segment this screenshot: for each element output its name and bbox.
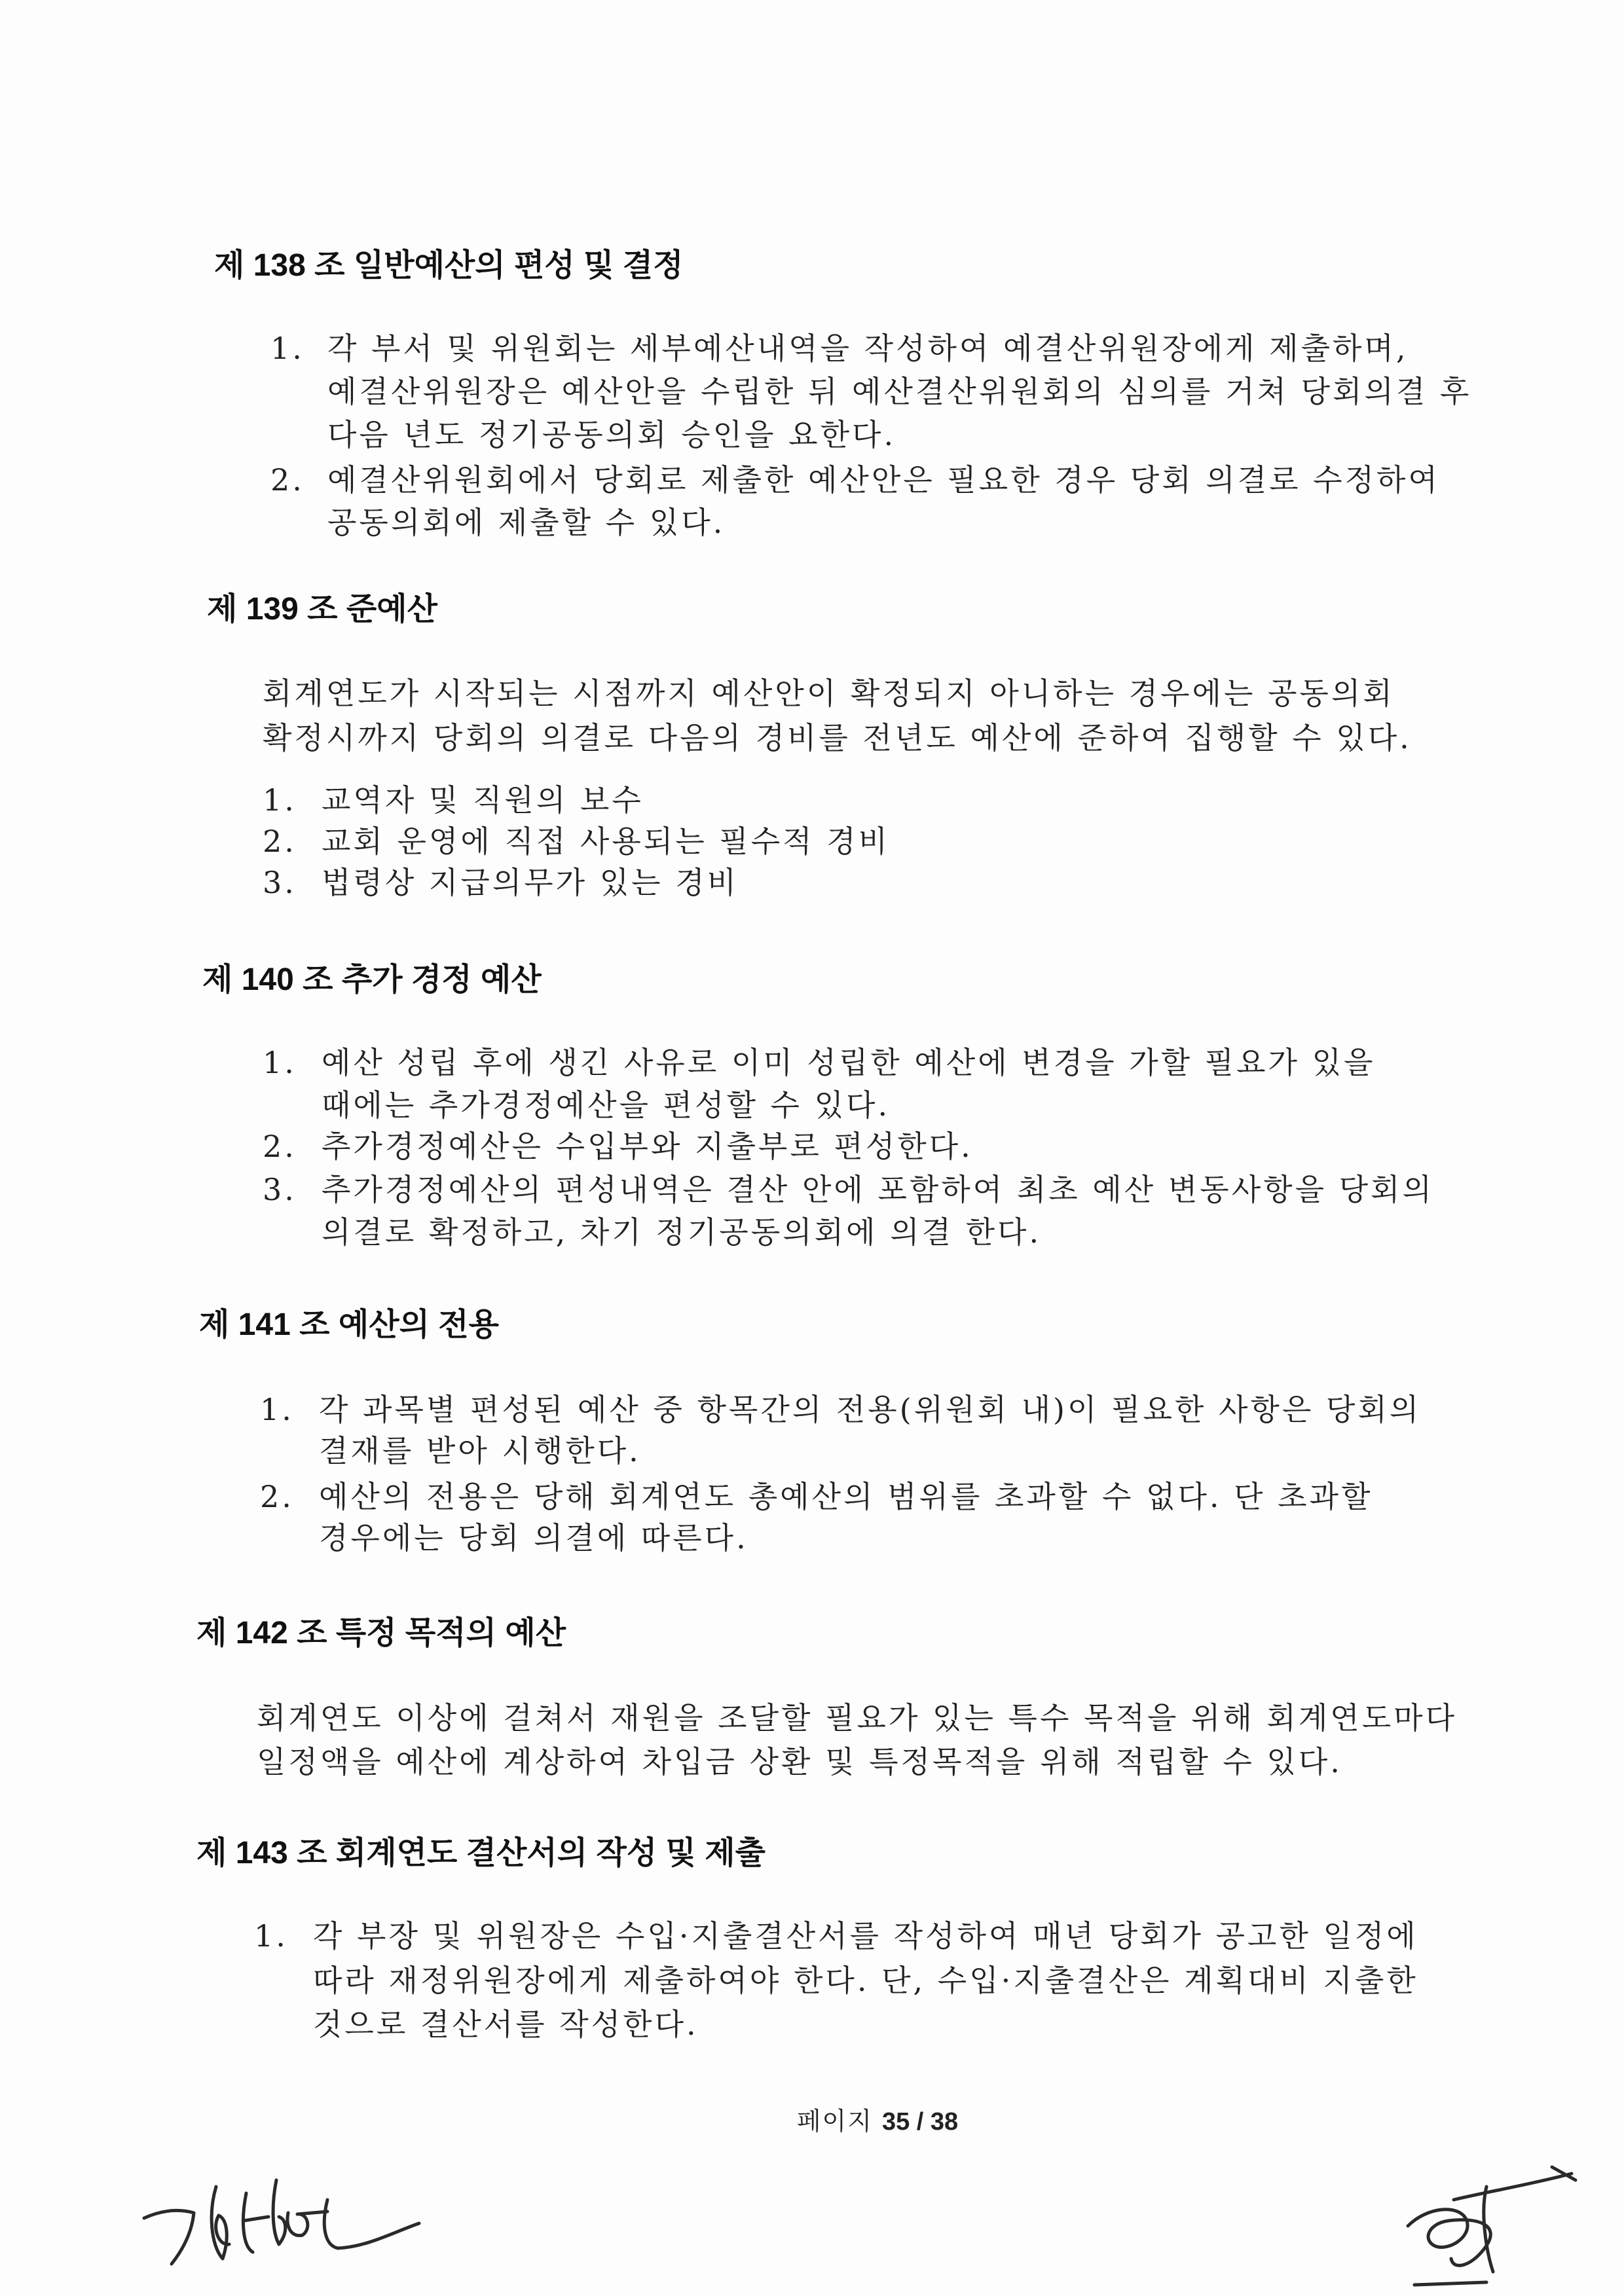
paragraph-line: 일정액을 예산에 계상하여 차입금 상환 및 특정목적을 위해 적립할 수 있다. — [257, 1744, 1342, 1779]
signature-left — [131, 2160, 432, 2272]
page-footer — [740, 2103, 1015, 2145]
list-item-text: 추가경정예산은 수입부와 지출부로 편성한다. — [322, 1129, 973, 1164]
list-item-number: 1. — [254, 1918, 288, 1954]
list-item-text: 경우에는 당회 의결에 따른다. — [319, 1520, 748, 1556]
article-143-heading: 제 143 조 회계연도 결산서의 작성 및 제출 — [196, 1836, 766, 1870]
list-item-text: 교역자 및 직원의 보수 — [322, 782, 644, 818]
page-number: 35 / 38 — [881, 2108, 959, 2136]
list-item-text: 법령상 지급의무가 있는 경비 — [322, 865, 739, 900]
list-item-text: 것으로 결산서를 작성한다. — [313, 2007, 699, 2042]
list-item-text: 공동의회에 제출할 수 있다. — [327, 505, 726, 540]
list-item-text: 예산 성립 후에 생긴 사유로 이미 성립한 예산에 변경을 가할 필요가 있을 — [322, 1045, 1376, 1080]
list-item-text: 예결산위원회에서 당회로 제출한 예산안은 필요한 경우 당회 의결로 수정하여 — [327, 462, 1440, 498]
list-item-text: 예산의 전용은 당해 회계연도 총예산의 범위를 초과할 수 없다. 단 초과할 — [319, 1479, 1373, 1514]
list-item-number: 2. — [260, 1479, 294, 1514]
list-item-number: 1. — [260, 1392, 294, 1427]
list-item-text: 따라 재정위원장에게 제출하여야 한다. 단, 수입·지출결산은 계획대비 지출한 — [313, 1963, 1418, 1998]
list-item-number: 2. — [263, 1129, 297, 1164]
list-item-text: 다음 년도 정기공동의회 승인을 요한다. — [327, 417, 896, 452]
article-142-heading: 제 142 조 특정 목적의 예산 — [196, 1616, 566, 1650]
list-item-text: 예결산위원장은 예산안을 수립한 뒤 예산결산위원회의 심의를 거쳐 당회의결 후 — [327, 374, 1472, 409]
paragraph-line: 회계연도 이상에 걸쳐서 재원을 조달할 필요가 있는 특수 목적을 위해 회계연도마다 — [257, 1700, 1458, 1736]
signature-right — [1388, 2160, 1585, 2291]
list-item-number: 3. — [263, 1172, 297, 1207]
list-item-number: 1. — [263, 782, 297, 818]
list-item-text: 의결로 확정하고, 차기 정기공동의회에 의결 한다. — [322, 1214, 1042, 1250]
list-item-number: 3. — [263, 865, 297, 900]
paragraph-line: 회계연도가 시작되는 시점까지 예산안이 확정되지 아니하는 경우에는 공동의회 — [263, 676, 1395, 711]
list-item-text: 각 부서 및 위원회는 세부예산내역을 작성하여 예결산위원장에게 제출하며, — [327, 331, 1409, 366]
list-item-text: 각 과목별 편성된 예산 중 항목간의 전용(위원회 내)이 필요한 사항은 당회의 — [319, 1392, 1422, 1427]
article-139-heading: 제 139 조 준예산 — [207, 592, 437, 627]
article-141-heading: 제 141 조 예산의 전용 — [199, 1307, 500, 1342]
list-item-text: 교회 운영에 직접 사용되는 필수적 경비 — [322, 824, 891, 859]
list-item-number: 1. — [263, 1045, 297, 1080]
article-138-heading: 제 138 조 일반예산의 편성 및 결정 — [214, 248, 684, 283]
list-item-number: 1. — [270, 331, 304, 366]
list-item-text: 각 부장 및 위원장은 수입·지출결산서를 작성하여 매년 당회가 공고한 일정에 — [313, 1918, 1418, 1954]
list-item-text: 때에는 추가경정예산을 편성할 수 있다. — [322, 1087, 891, 1123]
article-140-heading: 제 140 조 추가 경정 예산 — [202, 962, 542, 997]
list-item-number: 2. — [270, 462, 304, 498]
page-label: 페이지 — [796, 2107, 873, 2136]
list-item-text: 결재를 받아 시행한다. — [319, 1433, 641, 1468]
paragraph-line: 확정시까지 당회의 의결로 다음의 경비를 전년도 예산에 준하여 집행할 수 있다. — [263, 720, 1412, 756]
list-item-number: 2. — [263, 824, 297, 859]
list-item-text: 추가경정예산의 편성내역은 결산 안에 포함하여 최초 예산 변동사항을 당회의 — [322, 1172, 1434, 1207]
